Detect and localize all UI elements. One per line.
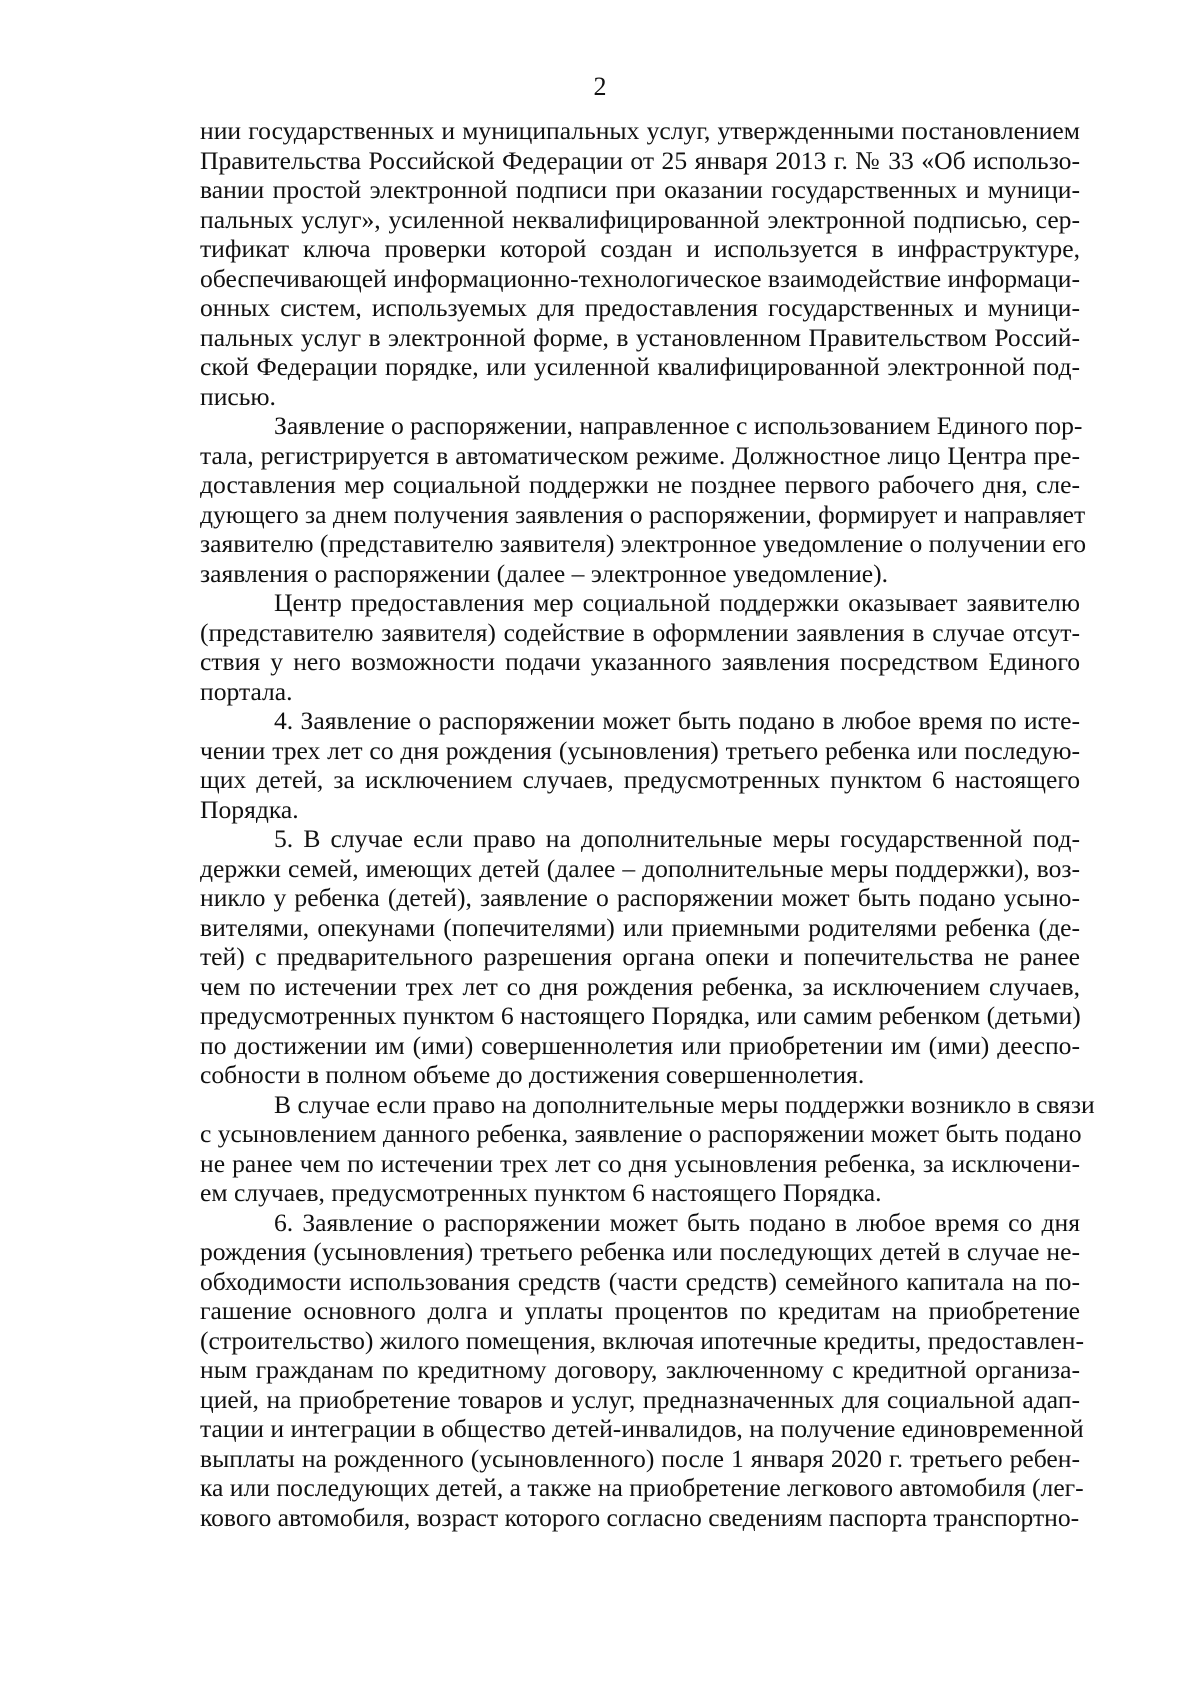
text-line: ем случаев, предусмотренных пунктом 6 настоящего Порядка.	[200, 1178, 882, 1207]
paragraph	[200, 1207, 1084, 1533]
text-line: онных систем, используемых для предоставления государственных и муници-	[200, 293, 1080, 322]
text-line: заявителю (представителю заявителя) электронное уведомление о получении его	[200, 529, 1087, 558]
text-line: щих детей, за исключением случаев, предусмотренных пунктом 6 настоящего	[200, 765, 1080, 794]
paragraph	[200, 411, 1087, 588]
text-line: портала.	[200, 676, 293, 706]
text-line: дующего за днем получения заявления о распоряжении, формирует и направляет	[200, 499, 1086, 529]
text-line: выплаты на рожденного (усыновленного) после 1 января 2020 г. третьего ребен-	[200, 1443, 1080, 1473]
text-line: держки семей, имеющих детей (далее – дополнительные меры поддержки), воз-	[200, 853, 1080, 883]
paragraph	[200, 588, 1080, 706]
text-line: чении трех лет со дня рождения (усыновления) третьего ребенка или последую-	[200, 735, 1080, 765]
text-line: собности в полном объеме до достижения совершеннолетия.	[200, 1060, 865, 1089]
text-line: 5. В случае если право на дополнительные меры государственной под-	[274, 824, 1080, 853]
paragraph	[200, 1089, 1095, 1208]
text-line: Порядка.	[200, 794, 299, 824]
text-line: Правительства Российской Федерации от 25 января 2013 г. № 33 «Об использо-	[200, 145, 1080, 175]
text-line: вителями, опекунами (попечителями) или приемными родителями ребенка (де-	[200, 912, 1080, 942]
text-line: пальных услуг в электронной форме, в установленном Правительством Россий-	[200, 322, 1080, 352]
text-line: ствия у него возможности подачи указанного заявления посредством Единого	[200, 647, 1080, 676]
text-line: нии государственных и муниципальных услуг, утвержденными постановлением	[200, 116, 1080, 145]
text-line: ской Федерации порядке, или усиленной квалифицированной электронной под-	[200, 352, 1080, 381]
paragraph	[200, 706, 1080, 824]
text-line: (представителю заявителя) содействие в оформлении заявления в случае отсут-	[200, 617, 1080, 647]
text-line: с усыновлением данного ребенка, заявление о распоряжении может быть подано	[200, 1119, 1082, 1148]
text-line: не ранее чем по истечении трех лет со дня усыновления ребенка, за исключени-	[200, 1148, 1080, 1178]
text-line: тации и интеграции в общество детей-инвалидов, на получение единовременной	[200, 1414, 1084, 1443]
text-line: доставления мер социальной поддержки не позднее первого рабочего дня, сле-	[200, 470, 1080, 499]
text-line: тей) с предварительного разрешения органа опеки и попечительства не ранее	[200, 942, 1080, 971]
text-line: рождения (усыновления) третьего ребенка или последующих детей в случае не-	[200, 1237, 1080, 1266]
text-line: тала, регистрируется в автоматическом режиме. Должностное лицо Центра пре-	[200, 440, 1080, 470]
text-line: ным гражданам по кредитному договору, заключенному с кредитной организа-	[200, 1355, 1080, 1384]
text-line: заявления о распоряжении (далее – электронное уведомление).	[200, 558, 889, 588]
page-number: 2	[593, 72, 607, 101]
text-line: предусмотренных пунктом 6 настоящего Порядка, или самим ребенком (детьми)	[200, 1001, 1081, 1030]
document-body	[200, 116, 1095, 1532]
text-line: обеспечивающей информационно-технологическое взаимодействие информаци-	[200, 263, 1080, 293]
text-line: вании простой электронной подписи при оказании государственных и муници-	[200, 175, 1080, 204]
text-line: по достижении им (ими) совершеннолетия или приобретении им (ими) дееспо-	[200, 1030, 1080, 1060]
text-line: тификат ключа проверки которой создан и используется в инфраструктуре,	[200, 234, 1080, 263]
text-line: Заявление о распоряжении, направленное с использованием Единого пор-	[274, 411, 1083, 440]
text-line: 4. Заявление о распоряжении может быть подано в любое время по исте-	[274, 706, 1080, 735]
text-line: чем по истечении трех лет со дня рождения ребенка, за исключением случаев,	[200, 971, 1080, 1001]
text-line: гашение основного долга и уплаты процентов по кредитам на приобретение	[200, 1296, 1080, 1325]
text-line: писью.	[200, 381, 276, 411]
text-line: 6. Заявление о распоряжении может быть подано в любое время со дня	[274, 1207, 1080, 1237]
text-line: пальных услуг», усиленной неквалифицированной электронной подписью, сер-	[200, 204, 1080, 234]
paragraph	[200, 824, 1080, 1090]
text-line: В случае если право на дополнительные меры поддержки возникло в связи	[274, 1089, 1095, 1119]
text-line: обходимости использования средств (части средств) семейного капитала на по-	[200, 1266, 1080, 1296]
text-line: ка или последующих детей, а также на приобретение легкового автомобиля (лег-	[200, 1473, 1084, 1502]
text-line: Центр предоставления мер социальной поддержки оказывает заявителю	[274, 588, 1080, 617]
text-line: (строительство) жилого помещения, включая ипотечные кредиты, предоставлен-	[200, 1325, 1084, 1355]
text-line: никло у ребенка (детей), заявление о распоряжении может быть подано усыно-	[200, 883, 1080, 912]
text-line: кового автомобиля, возраст которого согласно сведениям паспорта транспортно-	[200, 1502, 1080, 1532]
paragraph	[200, 116, 1080, 411]
text-line: цией, на приобретение товаров и услуг, предназначенных для социальной адап-	[200, 1384, 1080, 1414]
